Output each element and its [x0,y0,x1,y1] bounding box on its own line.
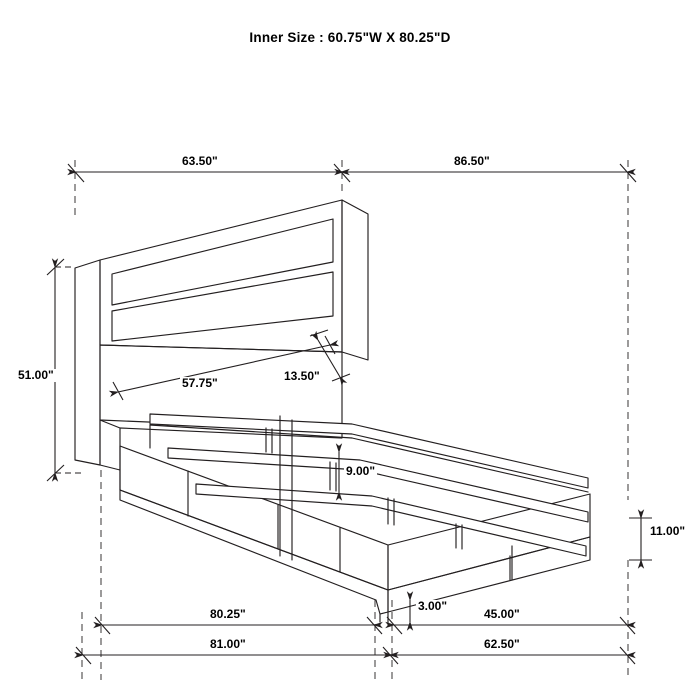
dimension-label-top-right: 86.50" [454,154,490,168]
dimension-label-slat-leg: 9.00" [346,464,376,478]
dimension-label-bottom-right-1: 45.00" [484,607,520,621]
dimension-label-bottom-left-2: 81.00" [210,637,246,651]
dimension-label-panel-height: 13.50" [284,369,320,383]
page-title: Inner Size : 60.75"W X 80.25"D [249,30,451,45]
dimension-label-panel-width: 57.75" [182,376,218,390]
dimension-label-top-left: 63.50" [182,154,218,168]
dimension-label-headboard-height: 51.00" [18,368,54,382]
dimension-label-rail-height: 11.00" [650,524,686,538]
dimension-label-bottom-left-1: 80.25" [210,607,246,621]
dimension-label-base-gap: 3.00" [418,599,448,613]
dimension-label-bottom-right-2: 62.50" [484,637,520,651]
